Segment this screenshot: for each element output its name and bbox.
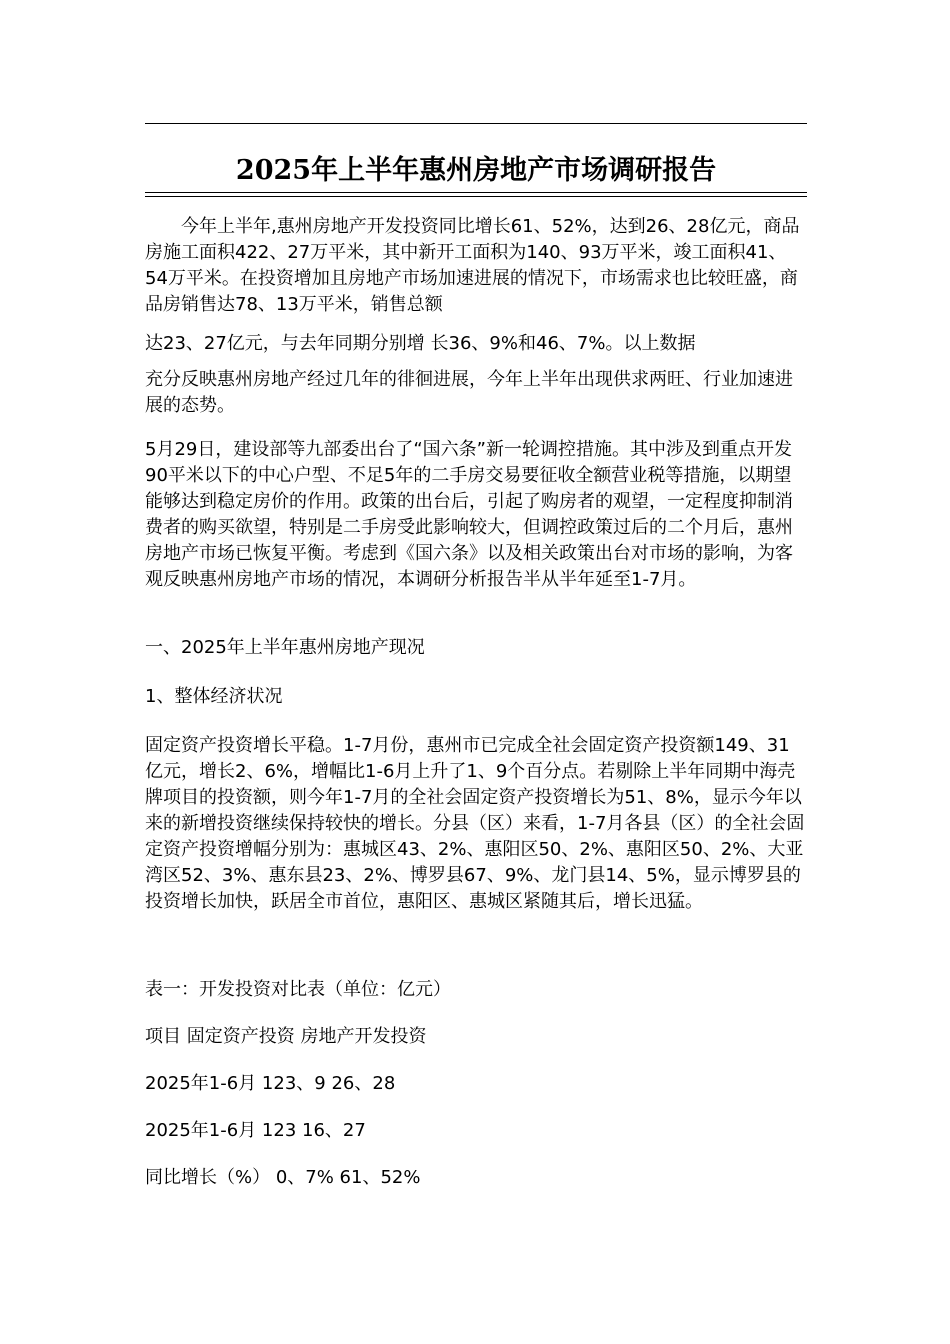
paragraph-intro-continued: 达23、27亿元，与去年同期分别增 长36、9%和46、7%。以上数据 [145,333,696,354]
table-row-header: 项目 固定资产投资 房地产开发投资 [145,1026,427,1047]
subsection-heading: 1、整体经济状况 [145,686,283,707]
paragraph-intro-conclusion: 充分反映惠州房地产经过几年的徘徊进展，今年上半年出现供求两旺、行业加速进展的态势。 [145,369,793,416]
document-title: 2025年上半年惠州房地产市场调研报告 [235,155,717,186]
paragraph-intro: 今年上半年,惠州房地产开发投资同比增长61、52%，达到26、28亿元，商品房施工面积422、27万平米，其中新开工面积为140、93万平米，竣工面积41、54万平米。在投资增加且房地产市场加速进展的情况下，市场需求也比较旺盛，商品房销售达78、13万平米，销售总额 [145,216,800,315]
title-double-rule [145,192,807,197]
paragraph-policy: 5月29日，建设部等九部委出台了“国六条”新一轮调控措施。其中涉及到重点开发90平米以下的中心户型、不足5年的二手房交易要征收全额营业税等措施，以期望能够达到稳定房价的作用。政策的出台后，引起了购房者的观望，一定程度抑制消费者的购买欲望，特别是二手房受此影响较大，但调控政策过后的二个月后，惠州房地产市场已恢复平衡。考虑到《国六条》以及相关政策出台对市场的影响，为客观反映惠州房地产市场的情况，本调研分析报告半从半年延至1-7月。 [145,439,793,590]
table-row: 同比增长（%） 0、7% 61、52% [145,1167,421,1188]
table-row: 2025年1-6月 123 16、27 [145,1120,366,1141]
section-heading: 一、2025年上半年惠州房地产现况 [145,637,425,658]
table-row: 2025年1-6月 123、9 26、28 [145,1073,396,1094]
paragraph-investment: 固定资产投资增长平稳。1-7月份，惠州市已完成全社会固定资产投资额149、31亿元，增长2、6%，增幅比1-6月上升了1、9个百分点。若剔除上半年同期中海壳牌项目的投资额，则今年1-7月的全社会固定资产投资增长为51、8%，显示今年以来的新增投资继续保持较快的增长。分县（区）来看，1-7月各县（区）的全社会固定资产投资增幅分别为：惠城区43、2%、惠阳区50、2%、惠阳区50、2%、大亚湾区52、3%、惠东县23、2%、博罗县67、9%、龙门县14、5%，显示博罗县的投资增长加快，跃居全市首位，惠阳区、惠城区紧随其后，增长迅猛。 [145,735,805,912]
header-rule [145,123,807,124]
table-caption: 表一：开发投资对比表（单位：亿元） [145,979,451,1000]
